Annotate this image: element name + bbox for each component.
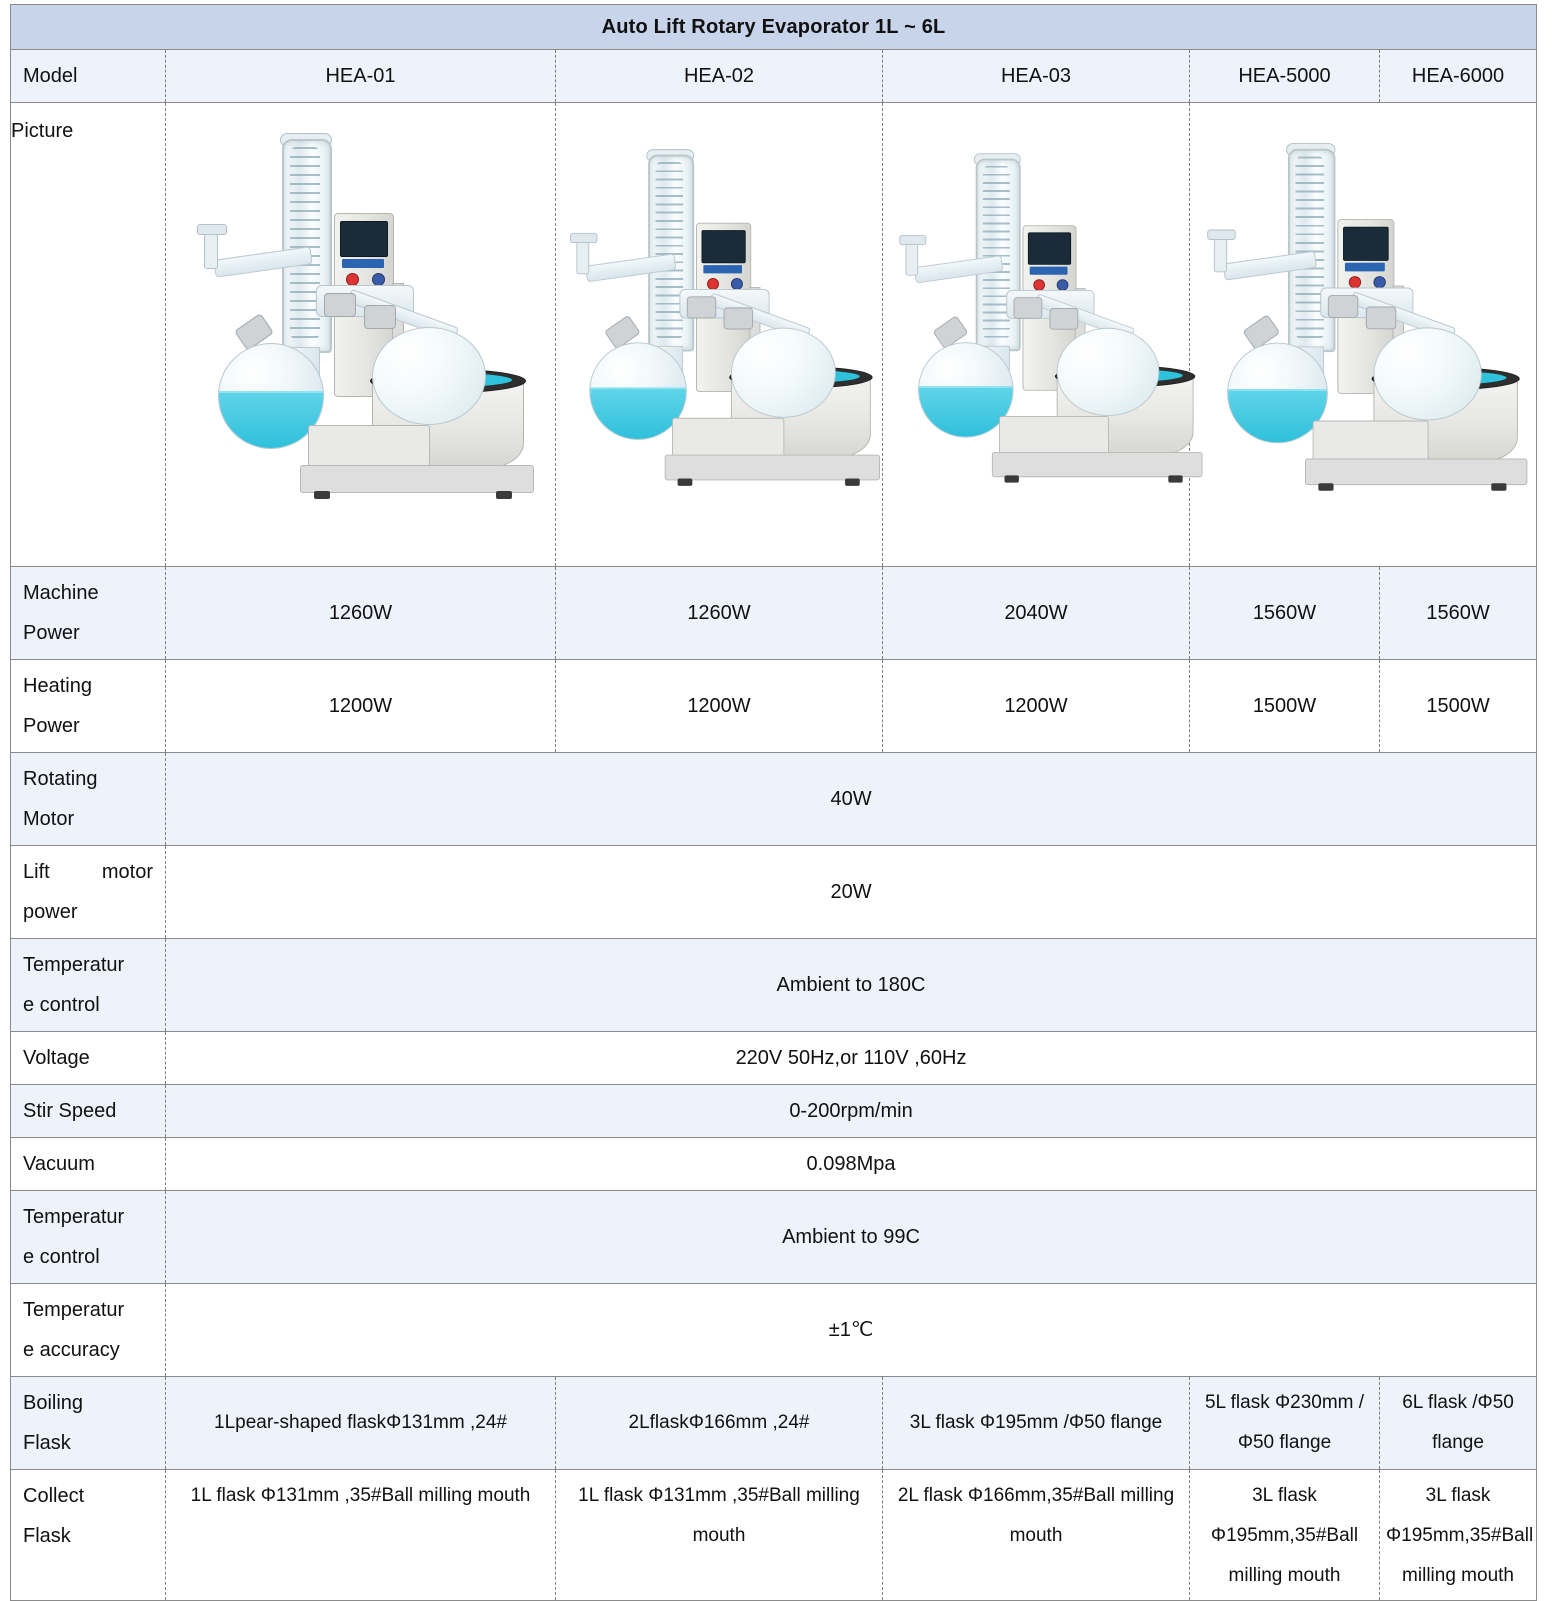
- table-row-temperature-control-heating: [11, 939, 1537, 1032]
- label-line-2: Power: [23, 715, 80, 737]
- product-image-hea-03: [883, 103, 1190, 567]
- table-row-boiling-flask: [11, 1377, 1537, 1470]
- row-label-vacuum: Vacuum: [11, 1138, 166, 1191]
- temperature-accuracy-value: ±1℃: [166, 1284, 1537, 1377]
- vacuum-value: 0.098Mpa: [166, 1138, 1537, 1191]
- row-label-temperature-control-heating: [11, 939, 166, 1032]
- row-label-temperature-control-bath: [11, 1191, 166, 1284]
- table-row-temperature-accuracy: [11, 1284, 1537, 1377]
- machine-power-hea-6000: 1560W: [1380, 567, 1537, 660]
- label-line-2: e accuracy: [23, 1339, 120, 1361]
- rotary-evaporator-illustration: [898, 146, 1173, 524]
- boiling-flask-hea-6000: 6L flask /Φ50 flange: [1380, 1377, 1537, 1470]
- boiling-flask-hea-01: 1Lpear-shaped flaskΦ131mm ,24#: [166, 1377, 556, 1470]
- label-line-1: Temperatur: [23, 1206, 125, 1228]
- table-title-row: [11, 5, 1537, 50]
- temperature-control-heating-value: Ambient to 180C: [166, 939, 1537, 1032]
- heating-power-hea-5000: 1500W: [1190, 660, 1380, 753]
- boiling-flask-hea-5000: 5L flask Φ230mm /Φ50 flange: [1190, 1377, 1380, 1470]
- table-row-machine-power: [11, 567, 1537, 660]
- model-hea-03: HEA-03: [883, 50, 1190, 103]
- table-row-temperature-control-bath: [11, 1191, 1537, 1284]
- boiling-flask-hea-03: 3L flask Φ195mm /Φ50 flange: [883, 1377, 1190, 1470]
- table-row-picture: [11, 103, 1537, 567]
- label-line-1: Temperatur: [23, 1299, 125, 1321]
- product-image-hea-5000-6000: [1190, 103, 1537, 567]
- row-label-machine-power: [11, 567, 166, 660]
- table-row-rotating-motor: [11, 753, 1537, 846]
- heating-power-hea-01: 1200W: [166, 660, 556, 753]
- rotary-evaporator-illustration: [569, 141, 869, 527]
- table-row-vacuum: [11, 1138, 1537, 1191]
- label-line-2: Flask: [23, 1525, 71, 1547]
- heating-power-hea-02: 1200W: [556, 660, 883, 753]
- row-label-temperature-accuracy: [11, 1284, 166, 1377]
- voltage-value: 220V 50Hz,or 110V ,60Hz: [166, 1032, 1537, 1085]
- table-row-voltage: [11, 1032, 1537, 1085]
- heating-power-hea-6000: 1500W: [1380, 660, 1537, 753]
- label-line-2: Motor: [23, 808, 75, 830]
- label-line-1: Temperatur: [23, 954, 125, 976]
- lift-motor-power-value: 20W: [166, 846, 1537, 939]
- heating-power-hea-03: 1200W: [883, 660, 1190, 753]
- row-label-lift-motor-power: [11, 846, 166, 939]
- row-label-picture: Picture: [11, 103, 166, 567]
- rotary-evaporator-illustration: [1206, 135, 1520, 534]
- machine-power-hea-5000: 1560W: [1190, 567, 1380, 660]
- machine-power-hea-01: 1260W: [166, 567, 556, 660]
- label-line-2: Flask: [23, 1432, 71, 1454]
- collect-flask-hea-03: 2L flask Φ166mm,35#Ball milling mouth: [883, 1470, 1190, 1601]
- model-hea-02: HEA-02: [556, 50, 883, 103]
- temperature-control-bath-value: Ambient to 99C: [166, 1191, 1537, 1284]
- row-label-boiling-flask: [11, 1377, 166, 1470]
- collect-flask-hea-6000: 3L flask Φ195mm,35#Ball milling mouth: [1380, 1470, 1537, 1601]
- label-line-1: Collect: [23, 1485, 85, 1507]
- machine-power-hea-02: 1260W: [556, 567, 883, 660]
- machine-power-hea-03: 2040W: [883, 567, 1190, 660]
- model-hea-5000: HEA-5000: [1190, 50, 1380, 103]
- stir-speed-value: 0-200rpm/min: [166, 1085, 1537, 1138]
- label-line-2: Power: [23, 622, 80, 644]
- label-line-2: e control: [23, 994, 100, 1016]
- label-line-1: Lift motor: [23, 861, 153, 883]
- table-row-collect-flask: [11, 1470, 1537, 1601]
- product-image-hea-02: [556, 103, 883, 567]
- collect-flask-hea-01: 1L flask Φ131mm ,35#Ball milling mouth: [166, 1470, 556, 1601]
- label-line-1: Machine: [23, 582, 99, 604]
- row-label-model: Model: [11, 50, 166, 103]
- label-line-1: Heating: [23, 675, 92, 697]
- collect-flask-hea-02: 1L flask Φ131mm ,35#Ball milling mouth: [556, 1470, 883, 1601]
- specification-table: [10, 4, 1537, 1601]
- table-row-stir-speed: [11, 1085, 1537, 1138]
- collect-flask-hea-5000: 3L flask Φ195mm,35#Ball milling mouth: [1190, 1470, 1380, 1601]
- rotating-motor-value: 40W: [166, 753, 1537, 846]
- label-line-2: e control: [23, 1246, 100, 1268]
- row-label-heating-power: [11, 660, 166, 753]
- boiling-flask-hea-02: 2LflaskΦ166mm ,24#: [556, 1377, 883, 1470]
- label-line-1: Boiling: [23, 1392, 84, 1414]
- table-row-heating-power: [11, 660, 1537, 753]
- row-label-stir-speed: Stir Speed: [11, 1085, 166, 1138]
- label-line-1: Rotating: [23, 768, 98, 790]
- table-row-model: [11, 50, 1537, 103]
- page-title: Auto Lift Rotary Evaporator 1L ~ 6L: [11, 5, 1537, 50]
- model-hea-01: HEA-01: [166, 50, 556, 103]
- model-hea-6000: HEA-6000: [1380, 50, 1537, 103]
- row-label-collect-flask: [11, 1470, 166, 1601]
- row-label-rotating-motor: [11, 753, 166, 846]
- rotary-evaporator-illustration: [196, 125, 526, 545]
- row-label-voltage: Voltage: [11, 1032, 166, 1085]
- table-row-lift-motor-power: [11, 846, 1537, 939]
- label-line-2: power: [23, 901, 78, 923]
- product-image-hea-01: [166, 103, 556, 567]
